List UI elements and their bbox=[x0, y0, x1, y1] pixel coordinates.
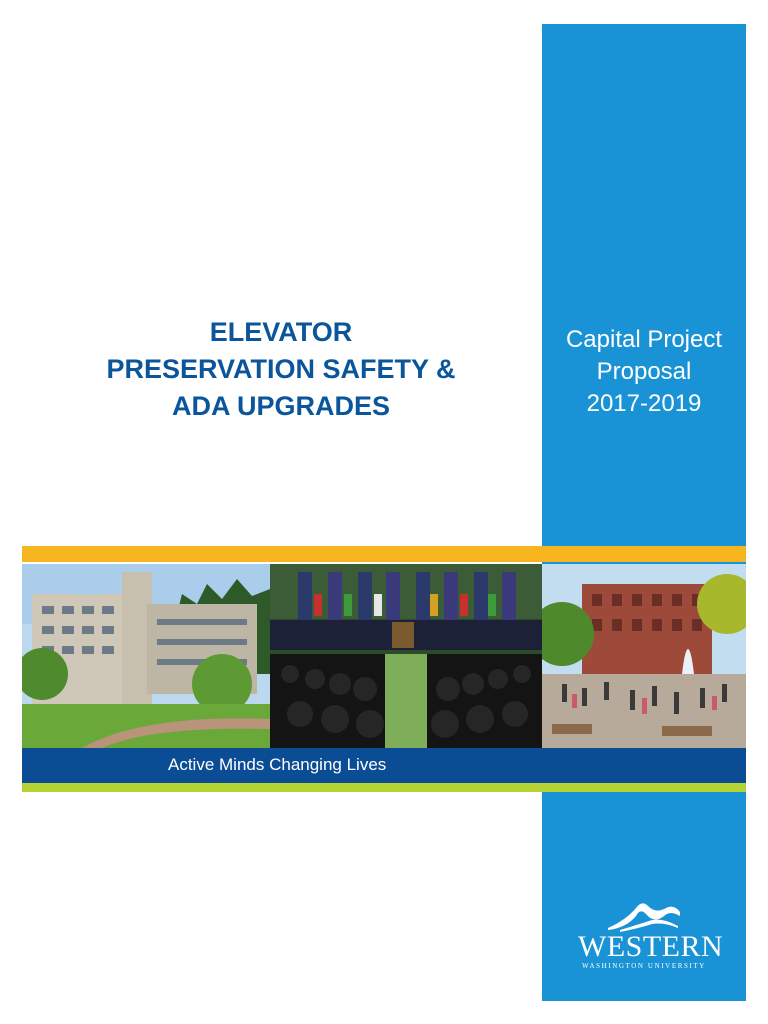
proposal-line-3: 2017-2019 bbox=[586, 390, 702, 417]
photo-banner bbox=[22, 546, 746, 794]
proposal-line-1: Capital Project bbox=[565, 326, 723, 353]
proposal-heading bbox=[542, 324, 746, 420]
proposal-line-2: Proposal bbox=[596, 358, 692, 385]
tagline: Active Minds Changing Lives bbox=[168, 755, 387, 774]
western-logo bbox=[578, 898, 724, 976]
photo-campus-building bbox=[22, 564, 270, 748]
title-line-3: ADA UPGRADES bbox=[171, 391, 391, 421]
green-stripe bbox=[22, 783, 746, 792]
gold-stripe bbox=[22, 546, 746, 562]
title-line-1: ELEVATOR bbox=[209, 317, 353, 347]
photo-strip bbox=[22, 564, 746, 748]
photo-campus-plaza bbox=[542, 564, 746, 748]
blue-side-column bbox=[542, 24, 746, 1001]
page-title bbox=[40, 314, 522, 425]
logo-wordmark: WESTERN bbox=[578, 930, 724, 963]
photo-commencement bbox=[270, 564, 542, 748]
logo-subtitle: WASHINGTON UNIVERSITY bbox=[582, 962, 706, 970]
title-line-2: PRESERVATION SAFETY & bbox=[106, 354, 456, 384]
